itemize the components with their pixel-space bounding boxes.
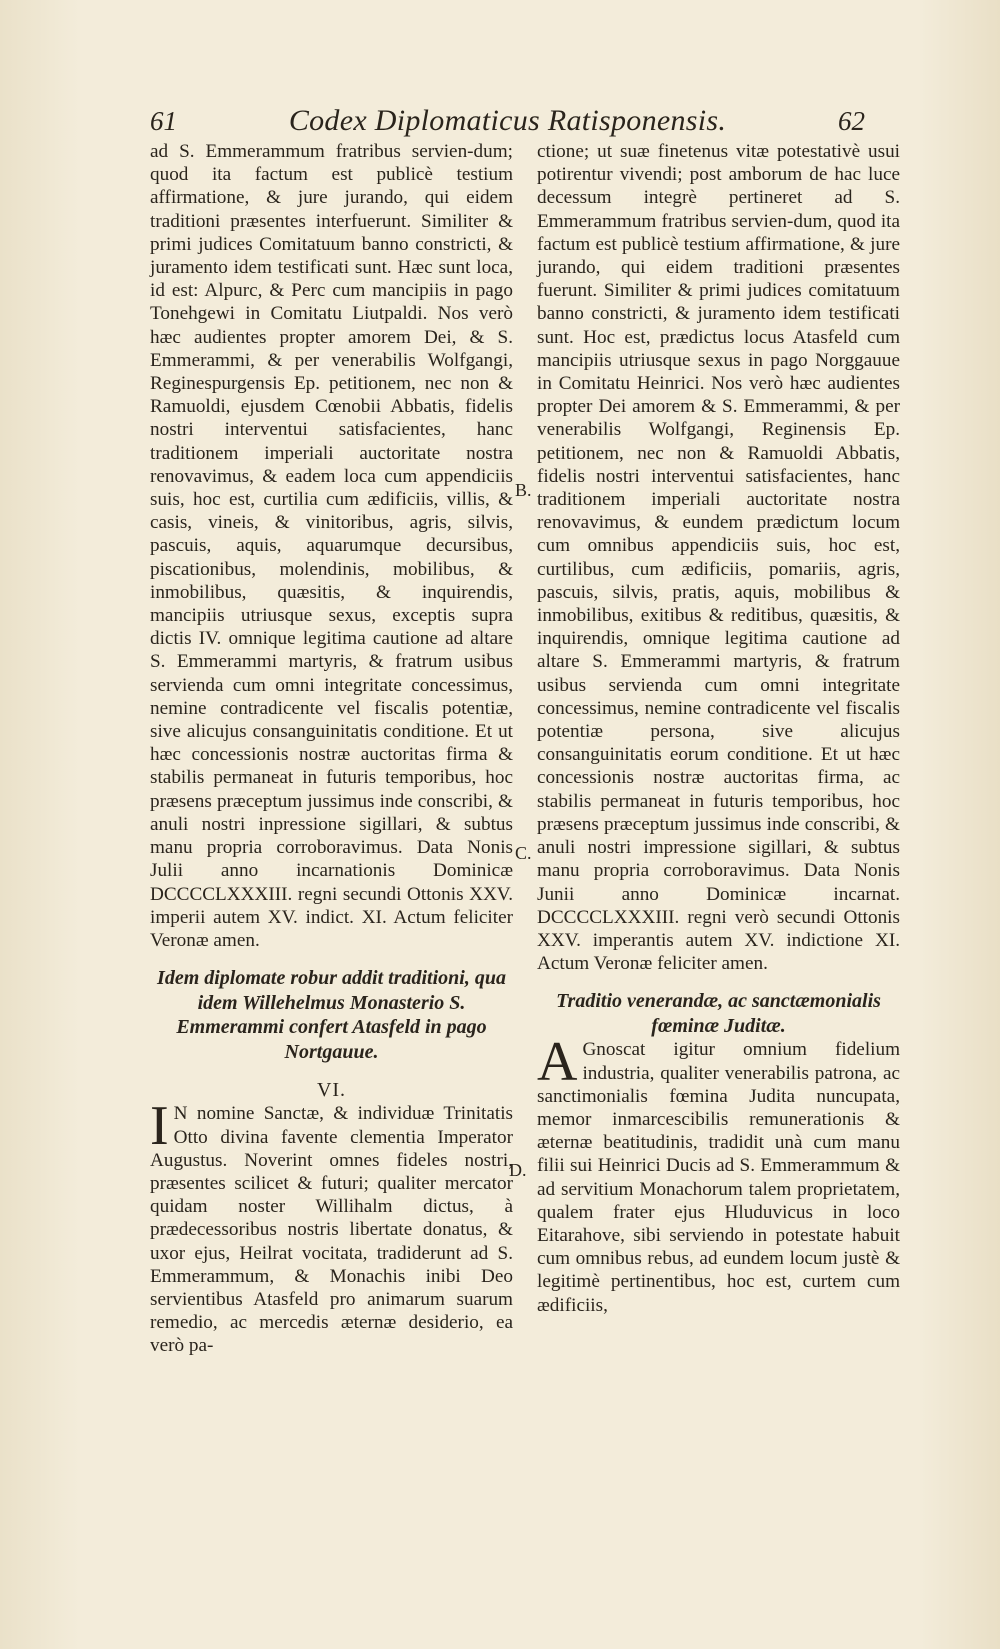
left-dropcap-text: N nomine Sanctæ, & individuæ Trinitatis Otto divina favente clementia Imperator Augustus. Noverint omnes fideles nostri, præsentes scilicet & futuri; qualiter mercator quidam noster Willihalm dictus, à prædecessoribus nostris libertate donatus, & uxor ejus, Heilrat vocitata, tradiderunt ad S. Emmerammum, & Monachis inibi Deo servientibus Atasfeld pro animarum suarum remedio, ac mercedis æternæ desiderio, ea verò pa- bbox=[150, 1103, 513, 1357]
right-dropcap-text: Gnoscat igitur omnium fidelium industria, qualiter venerabilis patrona, ac sanctimonialis fœmina Judita nuncupata, memor inmarcescibilis remunerationis & æternæ beatitudinis, tradidit unà cum manu filii sui Heinrici Ducis ad S. Emmerammum & ad servitium Monachorum talem proprietatem, qualem frater ejus Hluduvicus in loco Eitarahove, sibi serviendo in potestate habuit cum omnibus rebus, ad eundem locum justè & legitimè pertinentibus, hoc est, curtem cum ædificiis, bbox=[537, 1039, 900, 1316]
right-section-heading: Traditio venerandæ, ac sanctæmonialis fœminæ Juditæ. bbox=[556, 990, 881, 1037]
margin-marker-d: D. bbox=[509, 1160, 527, 1180]
drop-cap-letter: A bbox=[537, 1031, 578, 1094]
page-number-right: 62 bbox=[838, 106, 865, 136]
page-number-left: 61 bbox=[150, 106, 177, 136]
margin-marker-c: C. bbox=[515, 843, 532, 863]
left-section-heading: Idem diplomate robur addit traditioni, qua idem Willehelmus Monasterio S. Emmerammi confert Atasfeld in pago Nortgauue. bbox=[157, 967, 506, 1063]
left-dropcap-paragraph bbox=[150, 1095, 513, 1357]
drop-cap-letter: I bbox=[150, 1095, 169, 1158]
right-dropcap-paragraph bbox=[537, 1031, 900, 1316]
margin-marker-b: B. bbox=[515, 480, 532, 500]
section-numeral: VI. bbox=[316, 1079, 347, 1102]
left-main-text: ad S. Emmerammum fratribus servien-dum; quod ita factum est publicè testium affirmatione, & jure jurando, qui eidem traditioni præsentes interfuerunt. Similiter & primi judices Comitatuum banno constricti, & juramento idem testificati sunt. Hæc sunt loca, id est: Alpurc, & Perc cum mancipiis in pago Tonehgewi in Comitatu Liutpaldi. Nos verò hæc audientes propter amorem Dei, & S. Emmerammi, & per venerabilis Wolfgangi, Reginespurgensis Ep. petitionem, nec non & Ramuoldi, ejusdem Cœnobii Abbatis, fidelis nostri interventui satisfacientes, hanc traditionem imperiali auctoritate nostra renovavimus, & eadem loca cum appendiciis suis, hoc est, curtilia cum ædificiis, villis, & casis, vineis, & vinitoribus, agris, silvis, pascuis, aquis, aquarumque decursibus, piscationibus, molendinis, mobilibus, & inmobilibus, quæsitis, & inquirendis, mancipiis utriusque sexus, exceptis supra dictis IV. omnique legitima cautione ad altare S. Emmerammi martyris, & fratrum usibus servienda cum omni integritate concessimus, nemine contradicente vel fiscalis potentiæ, sive alicujus consanguinitatis conditione. Et ut hæc concessionis nostræ auctoritas firma & stabilis permaneat in futuris temporibus, hoc præsens præceptum jussimus inde conscribi, & anuli nostri inpressione sigillari, & subtus manu propria corroboravimus. Data Nonis Julii anno incarnationis Dominicæ DCCCCLXXXIII. regni secundi Ottonis XXV. imperii autem XV. indict. XI. Actum feliciter Veronæ amen. bbox=[150, 141, 513, 951]
right-main-text: ctione; ut suæ finetenus vitæ potestativè usui potirentur vivendi; post amborum de hac luce decessum integrè pertineret ad S. Emmerammum fratribus servien-dum, quod ita factum est publicè testium affirmatione, & jure jurando, qui eidem traditioni præsentes fuerunt. Similiter & primi judices comitatuum banno constricti, & juramento idem testificati sunt. Hoc est, prædictus locus Atasfeld cum mancipiis utriusque sexus in pago Norggauue in Comitatu Heinrici. Nos verò hæc audientes propter Dei amorem & S. Emmerammi, & per venerabilis Wolfgangi, Reginensis Ep. petitionem, nec non & Ramuoldi Abbatis, fidelis nostri interventui satisfacientes, hanc traditionem imperiali auctoritate nostra renovavimus, & eundem prædictum locum cum omnibus appendiciis suis, hoc est, curtilibus, cum ædificiis, pomariis, agris, pascuis, silvis, pratis, aquis, mobilibus & inmobilibus, exitibus & reditibus, quæsitis, & inquirendis, omnique legitima cautione ad altare S. Emmerammi martyris, & fratrum usibus servienda cum omni integritate concessimus, nemine contradicente vel fiscalis potentiæ persona, sive alicujus consanguinitatis eorum conditione. Et ut hæc concessionis nostræ auctoritas firma, ac stabilis permaneat in futuris temporibus, hoc præsens præceptum jussimus inde conscribi, & anuli nostri impressione sigillari, & subtus manu propria corroboravimus. Data Nonis Junii anno Dominicæ incarnat. DCCCCLXXXIII. regni verò secundi Ottonis XXV. imperantis autem XV. indictione XI. Actum Veronæ feliciter amen. bbox=[537, 141, 900, 975]
running-header bbox=[150, 100, 865, 140]
running-title: Codex Diplomaticus Ratisponensis. bbox=[288, 104, 727, 137]
right-column bbox=[537, 140, 900, 1317]
left-column bbox=[150, 140, 513, 1358]
